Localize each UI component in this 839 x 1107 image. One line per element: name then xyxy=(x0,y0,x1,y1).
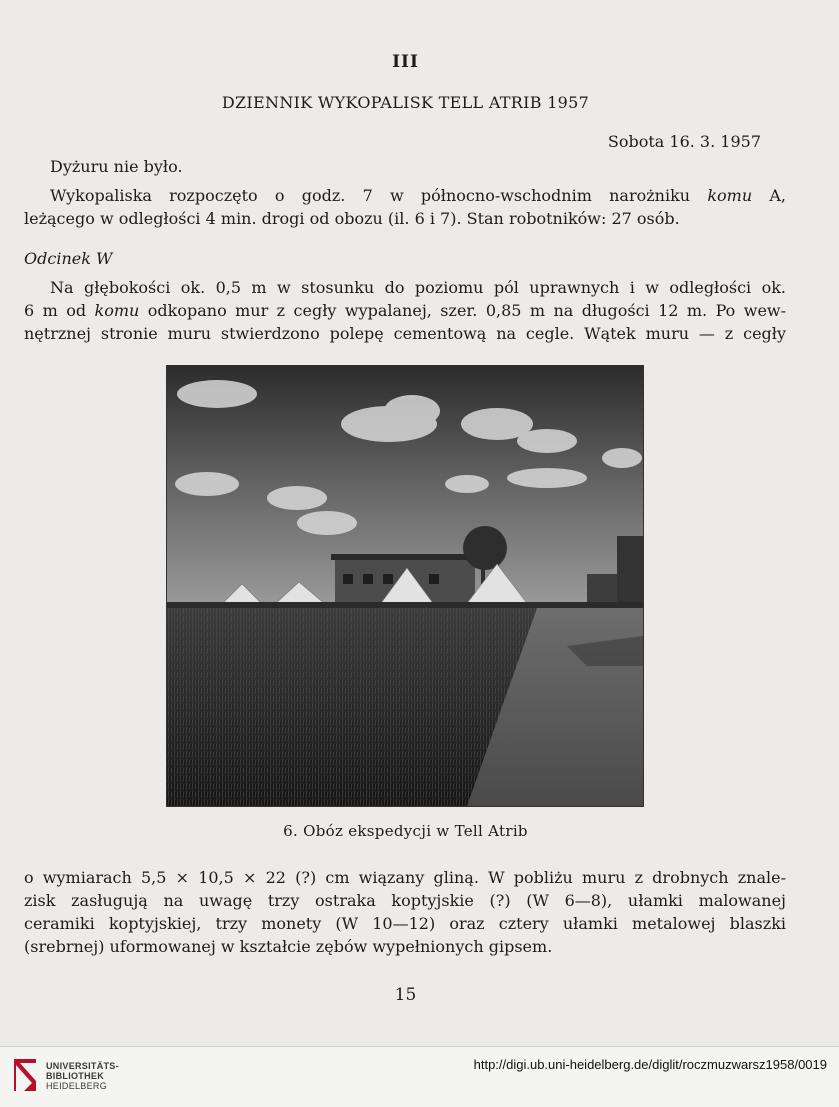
section-heading: Odcinek W xyxy=(24,249,113,268)
paragraph-1-text: Dyżuru nie było. xyxy=(50,157,183,176)
paragraph-4-line-2: zisk zasługują na uwagę trzy ostraka koptyjskie (?) (W 6—8), ułamki malowanej xyxy=(24,891,786,910)
paragraph-3-line-2-em: komu xyxy=(94,301,140,320)
paragraph-2-line-1 xyxy=(24,184,786,207)
page-title: DZIENNIK WYKOPALISK TELL ATRIB 1957 xyxy=(221,93,590,112)
camp-photograph xyxy=(166,365,644,807)
paragraph-2 xyxy=(24,184,786,230)
logo-line-1: UNIVERSITÄTS- xyxy=(46,1061,119,1071)
paragraph-3-line-2 xyxy=(24,299,786,322)
library-logo-icon xyxy=(10,1055,40,1095)
paragraph-3-line-3: nętrznej stronie muru stwierdzono polepę cementową na cegle. Wątek muru — z cegły xyxy=(24,324,786,343)
logo-line-2: BIBLIOTHEK xyxy=(46,1071,104,1081)
paragraph-2-line-1-b: A, xyxy=(752,186,786,205)
camp-photograph-drawing xyxy=(167,366,643,806)
entry-date: Sobota 16. 3. 1957 xyxy=(607,132,761,151)
chapter-number: III xyxy=(392,52,419,72)
photo-caption: 6. Obóz ekspedycji w Tell Atrib xyxy=(283,822,528,840)
paragraph-3 xyxy=(24,276,786,345)
paragraph-3-line-1: Na głębokości ok. 0,5 m w stosunku do poziomu pól uprawnych i w odległości ok. xyxy=(50,278,786,297)
permalink-url[interactable]: http://digi.ub.uni-heidelberg.de/diglit/roczmuzwarsz1958/0019 xyxy=(473,1057,827,1072)
paragraph-4 xyxy=(24,866,786,958)
paragraph-1 xyxy=(24,155,786,178)
paragraph-2-line-1-a: Wykopaliska rozpoczęto o godz. 7 w północno-wschodnim narożniku xyxy=(50,186,708,205)
library-logo-text xyxy=(46,1061,119,1091)
paragraph-4-line-3: ceramiki koptyjskiej, trzy monety (W 10—12) oraz cztery ułamki metalowej blaszki xyxy=(24,914,786,933)
page-number: 15 xyxy=(394,985,417,1005)
paragraph-2-line-1-em: komu xyxy=(707,186,753,205)
paragraph-3-line-2-a: 6 m od xyxy=(24,301,95,320)
paragraph-4-line-4: (srebrnej) uformowanej w kształcie zębów wypełnionych gipsem. xyxy=(24,937,553,956)
paragraph-2-line-2: leżącego w odległości 4 min. drogi od obozu (il. 6 i 7). Stan robotników: 27 osób. xyxy=(24,209,680,228)
paragraph-3-line-2-b: odkopano mur z cegły wypalanej, szer. 0,85 m na długości 12 m. Po wew- xyxy=(139,301,787,320)
viewer-footer xyxy=(0,1046,839,1107)
paragraph-4-line-1: o wymiarach 5,5 × 10,5 × 22 (?) cm wiązany gliną. W pobliżu muru z drobnych znale- xyxy=(24,868,786,887)
logo-line-3: HEIDELBERG xyxy=(46,1081,108,1091)
